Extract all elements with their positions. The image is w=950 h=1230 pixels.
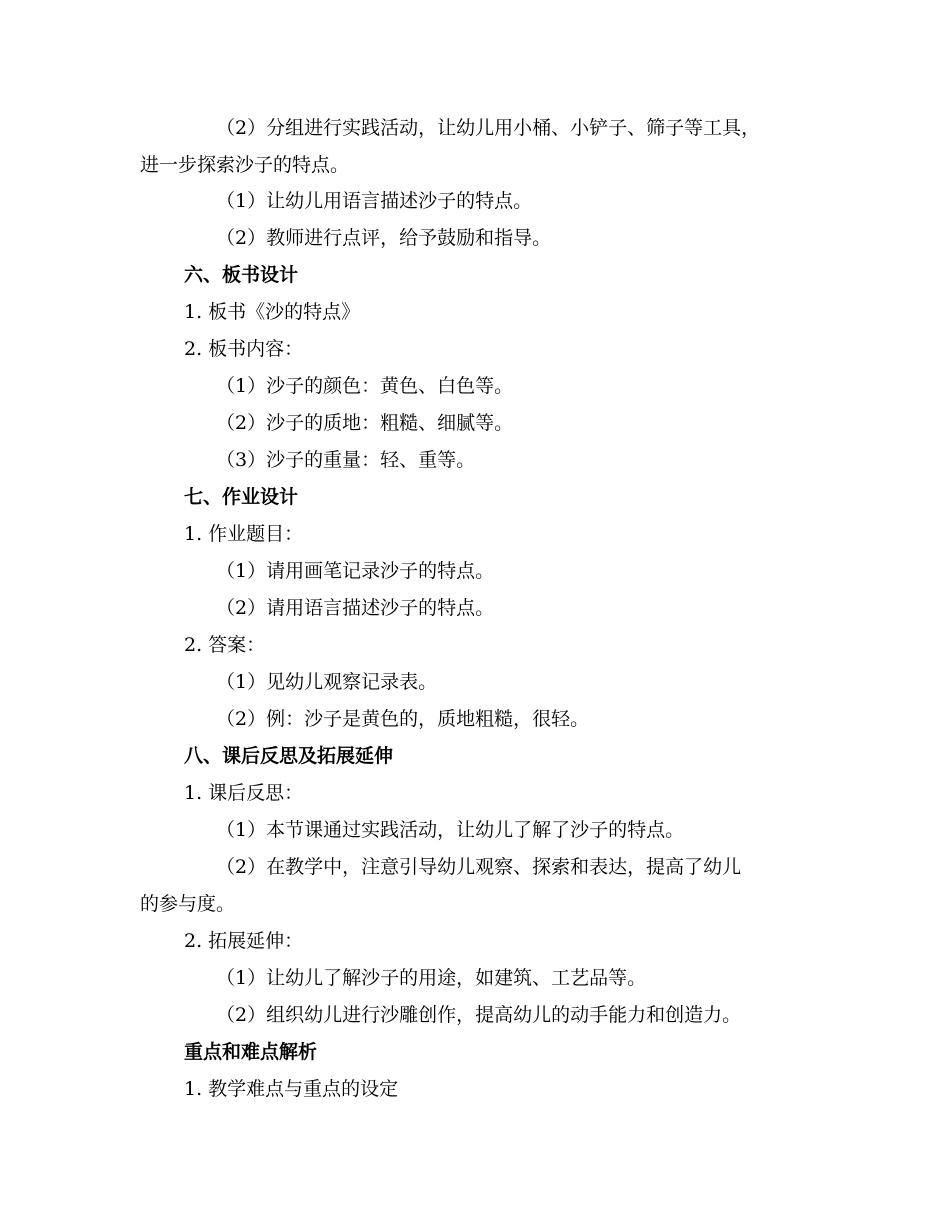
- list-item: 1. 板书《沙的特点》: [184, 301, 361, 323]
- sub-list-item: （1）沙子的颜色：黄色、白色等。: [216, 375, 514, 397]
- list-item: 1. 教学难点与重点的设定: [184, 1078, 399, 1100]
- section-heading: 六、板书设计: [184, 264, 299, 286]
- sub-list-item: （2）例：沙子是黄色的，质地粗糙，很轻。: [216, 708, 590, 730]
- sub-list-item: （1）见幼儿观察记录表。: [216, 671, 438, 693]
- list-item: 1. 课后反思：: [184, 782, 304, 804]
- list-item: 1. 作业题目：: [184, 523, 304, 545]
- sub-list-item: （2）在教学中，注意引导幼儿观察、探索和表达，提高了幼儿: [216, 856, 742, 878]
- paragraph-line: 进一步探索沙子的特点。: [140, 154, 350, 176]
- list-item: 2. 板书内容：: [184, 338, 304, 360]
- list-item: 2. 拓展延伸：: [184, 930, 304, 952]
- sub-list-item: （2）请用语言描述沙子的特点。: [216, 597, 495, 619]
- sub-list-item: （1）本节课通过实践活动，让幼儿了解了沙子的特点。: [216, 819, 685, 841]
- sub-list-item: （1）让幼儿了解沙子的用途，如建筑、工艺品等。: [216, 967, 647, 989]
- sub-list-item: （1）请用画笔记录沙子的特点。: [216, 560, 495, 582]
- section-heading: 七、作业设计: [184, 486, 299, 508]
- sub-list-item: （3）沙子的重量：轻、重等。: [216, 449, 476, 471]
- paragraph-line: （2）教师进行点评，给予鼓励和指导。: [216, 227, 552, 249]
- paragraph-line: 的参与度。: [140, 893, 236, 915]
- section-heading: 八、课后反思及拓展延伸: [184, 745, 394, 767]
- paragraph-line: （2）分组进行实践活动，让幼儿用小桶、小铲子、筛子等工具，: [216, 117, 761, 139]
- list-item: 2. 答案：: [184, 634, 266, 656]
- section-heading: 重点和难点解析: [184, 1041, 318, 1063]
- sub-list-item: （2）沙子的质地：粗糙、细腻等。: [216, 412, 514, 434]
- paragraph-line: （1）让幼儿用语言描述沙子的特点。: [216, 190, 533, 212]
- sub-list-item: （2）组织幼儿进行沙雕创作，提高幼儿的动手能力和创造力。: [216, 1004, 742, 1026]
